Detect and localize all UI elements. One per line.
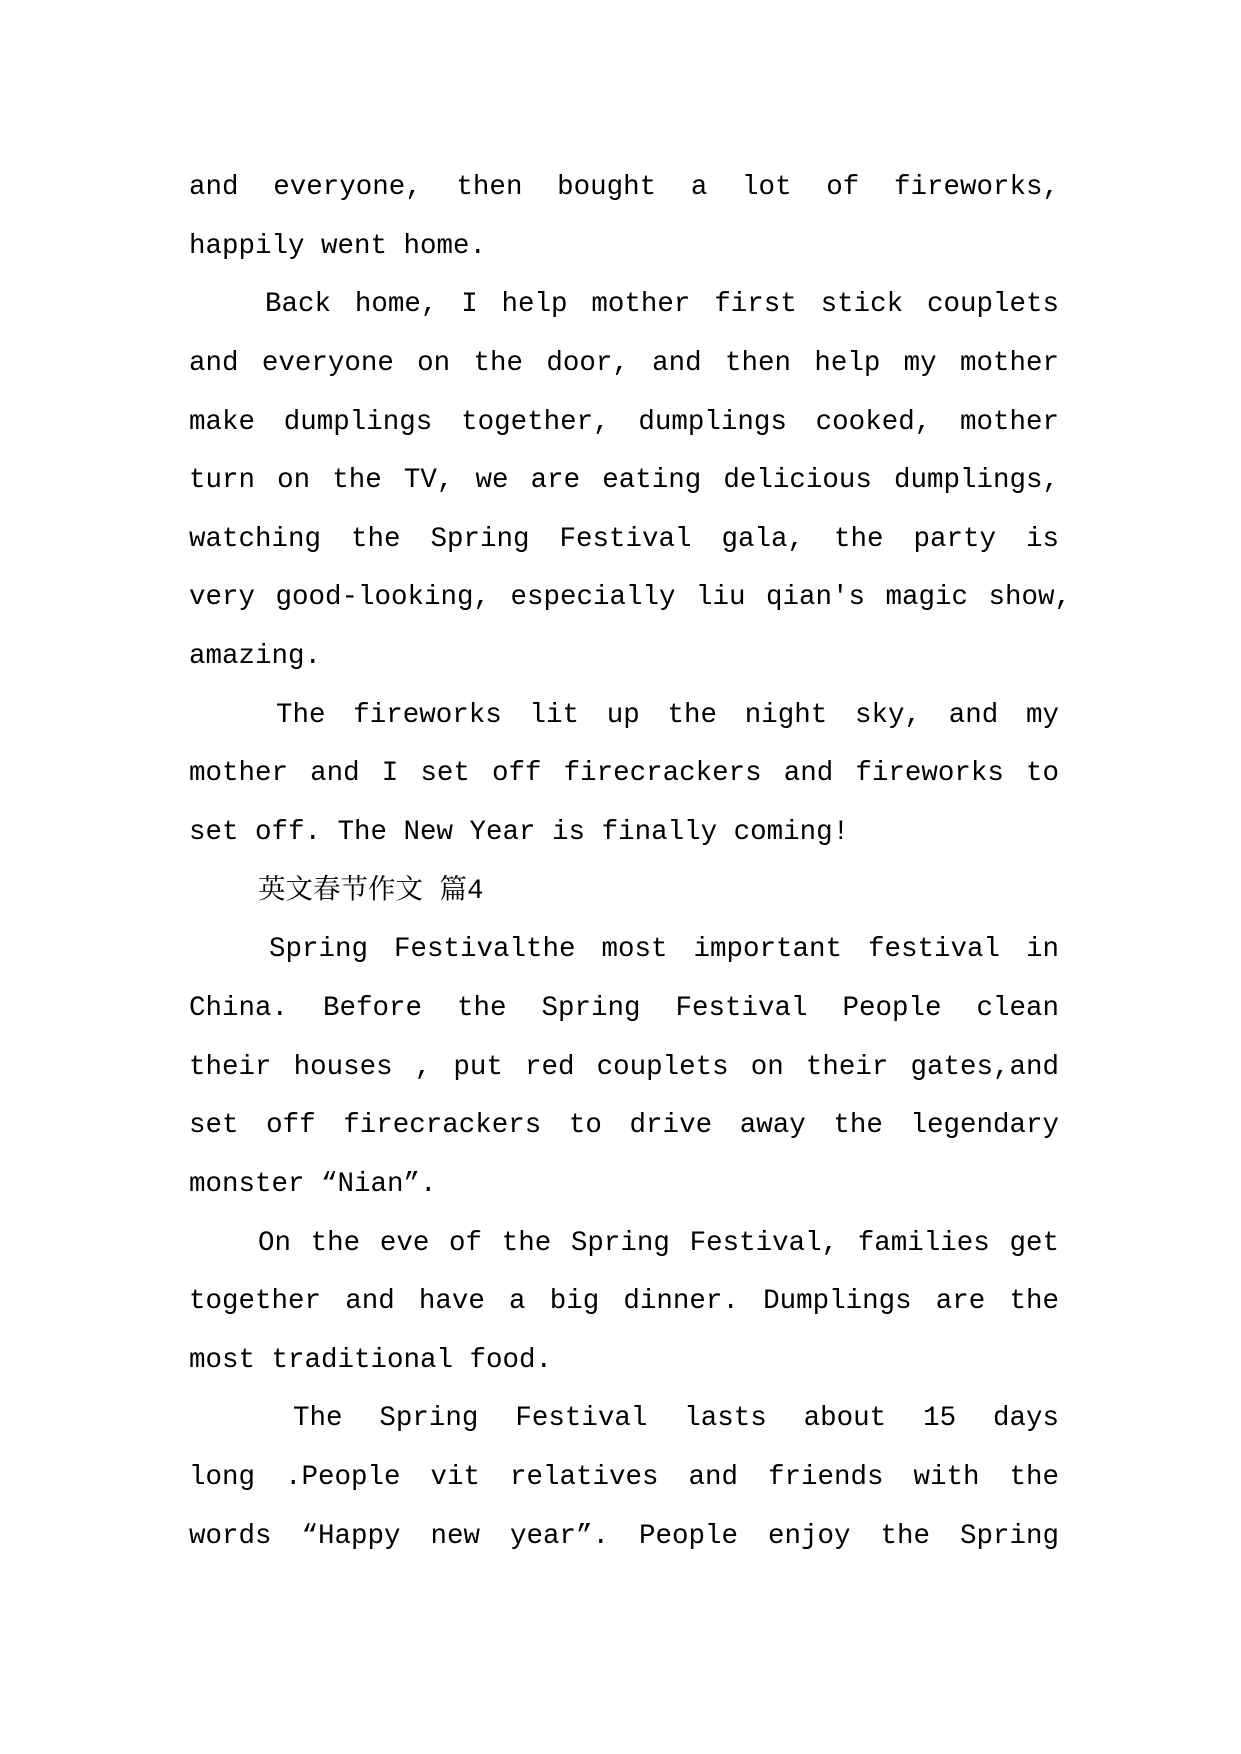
- paragraph: [189, 687, 1059, 863]
- text-line: monster “Nian”.: [189, 1168, 437, 1200]
- paragraph: [189, 1390, 1059, 1566]
- text-line: make dumplings together, dumplings cooked, mother: [189, 406, 1059, 438]
- text-line: together and have a big dinner. Dumplings are the: [189, 1286, 1059, 1318]
- paragraph: [189, 159, 1059, 276]
- text-line: set off firecrackers to drive away the legendary: [189, 1110, 1059, 1142]
- text-line: turn on the TV, we are eating delicious dumplings,: [189, 465, 1059, 497]
- paragraph: [189, 276, 1071, 686]
- section-heading: 英文春节作文 篇4: [258, 875, 484, 907]
- text-line: and everyone on the door, and then help my mother: [189, 347, 1059, 379]
- text-line: mother and I set off firecrackers and fireworks to: [189, 758, 1059, 790]
- text-line: words “Happy new year”. People enjoy the Spring: [189, 1520, 1059, 1552]
- text-line: The Spring Festival lasts about 15 days: [293, 1403, 1059, 1435]
- text-line: and everyone, then bought a lot of fireworks,: [189, 172, 1059, 203]
- text-line: long .People vit relatives and friends with the: [189, 1462, 1059, 1494]
- section-heading-block: [189, 863, 1059, 922]
- text-line: set off. The New Year is finally coming!: [189, 817, 850, 849]
- text-line: The fireworks lit up the night sky, and my: [276, 699, 1059, 731]
- text-line: most traditional food.: [189, 1344, 553, 1376]
- document-body: [189, 159, 1071, 1566]
- text-line: Back home, I help mother first stick couplets: [265, 289, 1059, 321]
- text-line: amazing.: [189, 641, 322, 673]
- text-line: China. Before the Spring Festival People clean: [189, 992, 1059, 1024]
- text-line: watching the Spring Festival gala, the party is: [189, 523, 1059, 555]
- paragraph: [189, 921, 1059, 1214]
- text-line: very good-looking, especially liu qian's magic show,: [189, 582, 1071, 614]
- paragraph: [189, 1215, 1059, 1391]
- text-line: On the eve of the Spring Festival, families get: [258, 1227, 1059, 1259]
- text-line: Spring Festivalthe most important festival in: [269, 934, 1059, 966]
- text-line: their houses , put red couplets on their gates,and: [189, 1051, 1059, 1083]
- text-line: happily went home.: [189, 230, 487, 262]
